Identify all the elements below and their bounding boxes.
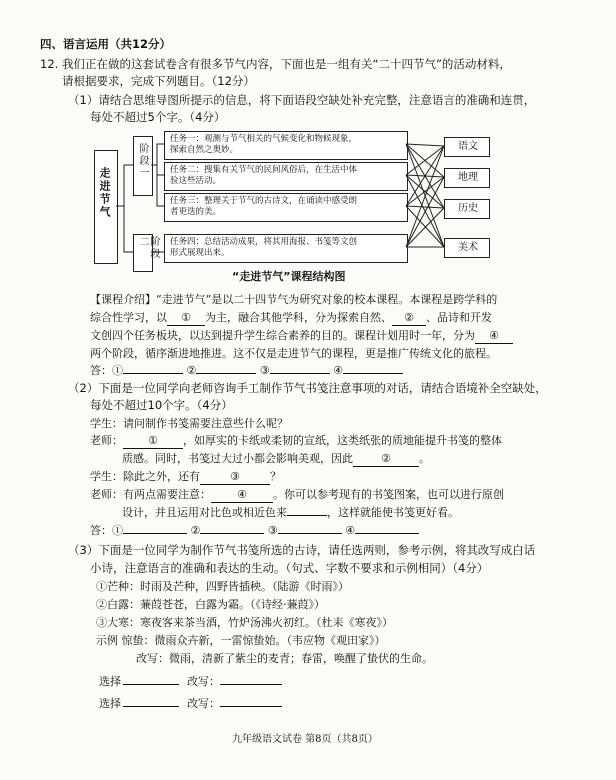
dialogue-blank-1: ① — [123, 433, 183, 449]
answer-field-3[interactable] — [278, 533, 342, 534]
choose-field-1[interactable] — [123, 684, 179, 685]
answer-line-part1 — [90, 363, 403, 378]
dialogue-line — [122, 451, 430, 467]
poem-line: ①芒种：时雨及芒种，四野皆插秧。（陆游《时雨》） — [96, 580, 349, 593]
dialogue-line — [90, 433, 502, 449]
dialogue-blank-5 — [287, 515, 327, 516]
task1-text: 探索自然之奥妙。 — [170, 145, 239, 155]
part3-instruction: （3）下面是一位同学为制作节气书笺所选的古诗，请任选两则，参考示例，将其改写成白话 — [68, 543, 536, 557]
blank-2: ② — [392, 310, 426, 326]
section-title: 四、语言运用（共12分） — [40, 37, 172, 51]
dialogue-line: 学生：请问制作书笺需要注意些什么呢？ — [90, 417, 288, 430]
choice-row-1 — [99, 674, 282, 689]
intro-text: 文创四个任务板块，以达到提升学生综合素养的目的。课程计划用时一年，分为 — [90, 329, 475, 342]
answer-field-1[interactable] — [123, 373, 183, 374]
stage2-label: 阶段二 — [137, 236, 159, 260]
dialogue-text: 。你可以参考现有的书笺图案，也可以进行原创 — [273, 488, 504, 501]
subject-label: 地理 — [458, 172, 478, 183]
part2-instruction: 每处不超过10个字。（4分） — [90, 398, 233, 412]
dialogue-text: 质感。同时，书笺过大过小都会影响美观，因此 — [122, 452, 353, 465]
subject-label: 美术 — [458, 242, 478, 253]
answer-label: ④ — [333, 364, 344, 377]
dialogue-text: 设计，并且 — [122, 506, 177, 519]
blank-1: ① — [167, 310, 205, 326]
choice-row-2 — [99, 696, 282, 711]
page-footer: 九年级语文试卷 第8页（共8页） — [232, 734, 378, 745]
dialogue-text: 老师： — [90, 434, 123, 447]
part1-instruction: （1）请结合思维导图所提示的信息，将下面语段空缺处补充完整，注意语言的准确和连贯， — [68, 93, 536, 107]
subject-label: 历史 — [458, 203, 478, 214]
stage1-label: 阶段一 — [137, 143, 148, 179]
answer-field-4[interactable] — [355, 533, 419, 534]
part2-instruction: （2）下面是一位同学向老师咨询手工制作节气书笺注意事项的对话，请结合语境补全空缺处， — [68, 381, 547, 395]
dialogue-blank-4: ④ — [211, 487, 273, 503]
question-number: 12. — [40, 57, 59, 71]
answer-field-2[interactable] — [200, 533, 264, 534]
dialogue-line — [90, 487, 504, 503]
task3-text: 任务三：整理关于节气的古诗文，在诵读中感受朗 — [170, 196, 358, 206]
answer-line-part2 — [90, 523, 419, 538]
root-node-label: 走进节气 — [98, 167, 111, 219]
rewrite-label: 改写： — [187, 697, 220, 710]
dialogue-text: 学生：除此之外，还有 — [90, 470, 200, 483]
diagram-connectors — [0, 0, 616, 300]
poem-line: ③大寒：寒夜客来茶当酒，竹炉汤沸火初红。（杜耒《寒夜》） — [96, 616, 393, 629]
answer-label: 答：① — [90, 364, 123, 377]
choose-label: 选择 — [99, 697, 121, 710]
answer-label: ② — [190, 524, 201, 537]
intro-text: 为主，融合其他学科，分为探索自然、 — [205, 311, 392, 324]
rewrite-field-1[interactable] — [220, 684, 282, 685]
dialogue-blank-2: ② — [353, 451, 419, 467]
answer-label: ③ — [259, 364, 270, 377]
answer-label: 答：① — [90, 524, 123, 537]
dialogue-line — [90, 469, 281, 485]
dialogue-text: 。 — [419, 452, 430, 465]
poem-line: ②白露：蒹葭苍苍，白露为霜。（《诗经·蒹葭》） — [96, 598, 325, 611]
diagram-caption: “走进节气”课程结构图 — [232, 270, 346, 283]
answer-label: ③ — [267, 524, 278, 537]
blank-4: ④ — [475, 328, 513, 344]
answer-label: ④ — [345, 524, 356, 537]
task1-text: 任务一：观测与节气相关的气候变化和物候现象， — [170, 134, 358, 144]
subject-label: 语文 — [458, 141, 478, 152]
dialogue-text: 老师：有两点需要注意： — [90, 488, 211, 501]
answer-field-2[interactable] — [196, 373, 256, 374]
question-text-line: 请根据要求，完成下列题目。（12分） — [62, 74, 255, 88]
task4-text: 形式展现出来。 — [170, 248, 230, 258]
task4-text: 任务四：总结活动成果，将其用海报、书笺等文创 — [170, 237, 358, 247]
question-text-line: 我们正在做的这套试卷含有很多节气内容，下面也是一组有关“二十四节气”的活动材料， — [62, 57, 511, 71]
dialogue-line — [122, 505, 459, 520]
dialogue-text: ，这样就能使书笺更好看。 — [327, 506, 459, 519]
dialogue-text: ？ — [270, 470, 281, 483]
dialogue-text: ，如厚实的卡纸或柔韧的宣纸，这类纸张的质地能提升书笺的整体 — [183, 434, 502, 447]
choose-label: 选择 — [99, 675, 121, 688]
part3-instruction: 小诗，注意语言的准确和表达的生动。（句式、字数不要求和示例相同）（4分） — [90, 561, 489, 575]
task2-text: 任务二：搜集有关节气的民间风俗后，在生活中体 — [170, 165, 358, 175]
intro-text: 、品诗和开发 — [426, 311, 492, 324]
intro-text: 综合性学习，以 — [90, 311, 167, 324]
intro-line: 两个阶段，循序渐进地推进。这不仅是走进节气的课程，更是推广传统文化的旅程。 — [90, 347, 497, 360]
rewrite-field-2[interactable] — [220, 706, 282, 707]
intro-line — [90, 328, 513, 344]
intro-line: 【课程介绍】“走进节气”是以二十四节气为研究对象的校本课程。本课程是跨学科的 — [90, 293, 498, 306]
answer-label: ② — [186, 364, 197, 377]
example-line: 示例 惊蛰：微雨众卉新，一雷惊蛰始。（韦应物《观田家》） — [96, 634, 386, 647]
task2-text: 验这些活动。 — [170, 176, 222, 186]
dialogue-blank-3: ③ — [200, 469, 270, 485]
intro-line — [90, 310, 492, 326]
answer-field-1[interactable] — [123, 533, 187, 534]
dialogue-text: 运用对比色或相近色来 — [177, 506, 287, 519]
rewrite-label: 改写： — [187, 675, 220, 688]
answer-field-3[interactable] — [270, 373, 330, 374]
choose-field-2[interactable] — [123, 706, 179, 707]
part1-instruction: 每处不超过5个字。（4分） — [90, 110, 226, 124]
task3-text: 者更迭的美。 — [170, 207, 222, 217]
answer-field-4[interactable] — [343, 373, 403, 374]
example-rewrite: 改写：微雨，清新了紫尘的麦青；春雷，唤醒了蛰伏的生命。 — [136, 652, 433, 665]
